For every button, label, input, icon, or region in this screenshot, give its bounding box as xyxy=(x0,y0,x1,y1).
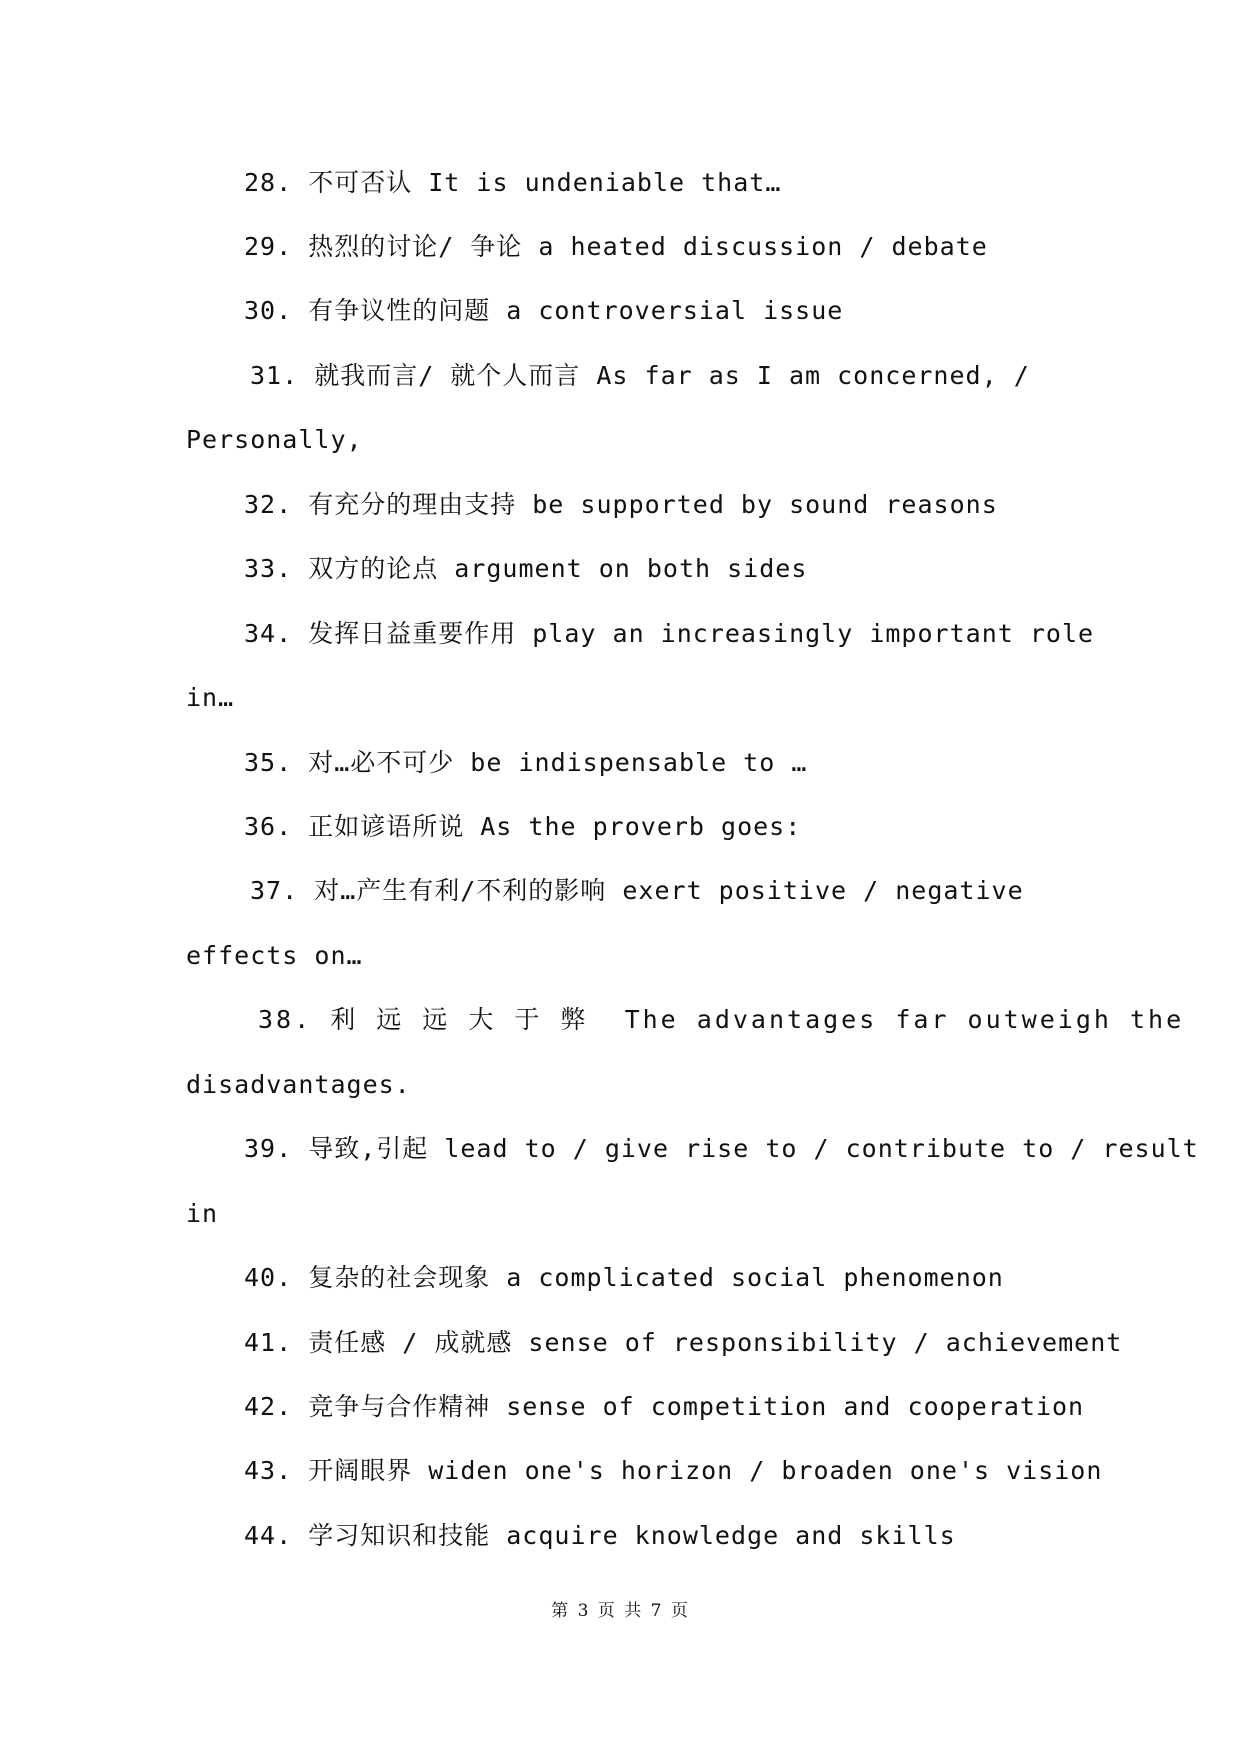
list-item-continuation: disadvantages. xyxy=(186,1070,411,1099)
list-item: 31. 就我而言/ 就个人而言 As far as I am concerned, / xyxy=(250,361,1030,390)
list-item-continuation: effects on… xyxy=(186,941,363,970)
list-item: 36. 正如谚语所说 As the proverb goes: xyxy=(244,812,802,841)
list-item: 42. 竞争与合作精神 sense of competition and cooperation xyxy=(244,1392,1085,1421)
page-number-footer: 第 3 页 共 7 页 xyxy=(551,1601,690,1621)
list-item: 39. 导致,引起 lead to / give rise to / contribute to / result xyxy=(244,1134,1199,1163)
list-item: 38. 利 远 远 大 于 弊 The advantages far outweigh the xyxy=(258,1005,1185,1034)
list-item-continuation: in xyxy=(186,1199,219,1228)
list-item: 37. 对…产生有利/不利的影响 exert positive / negative xyxy=(250,876,1024,905)
list-item: 35. 对…必不可少 be indispensable to … xyxy=(244,748,808,777)
list-item: 34. 发挥日益重要作用 play an increasingly important role xyxy=(244,619,1095,648)
list-item: 44. 学习知识和技能 acquire knowledge and skills xyxy=(244,1521,956,1550)
list-item-continuation: in… xyxy=(186,683,235,712)
list-item: 28. 不可否认 It is undeniable that… xyxy=(244,168,782,197)
list-item: 32. 有充分的理由支持 be supported by sound reasons xyxy=(244,490,998,519)
list-item-continuation: Personally, xyxy=(186,425,363,454)
list-item: 43. 开阔眼界 widen one's horizon / broaden one's vision xyxy=(244,1456,1103,1485)
list-item: 29. 热烈的讨论/ 争论 a heated discussion / debate xyxy=(244,232,988,261)
list-item: 33. 双方的论点 argument on both sides xyxy=(244,554,808,583)
list-item: 41. 责任感 / 成就感 sense of responsibility / achievement xyxy=(244,1328,1123,1357)
list-item: 30. 有争议性的问题 a controversial issue xyxy=(244,296,844,325)
list-item: 40. 复杂的社会现象 a complicated social phenomenon xyxy=(244,1263,1004,1292)
